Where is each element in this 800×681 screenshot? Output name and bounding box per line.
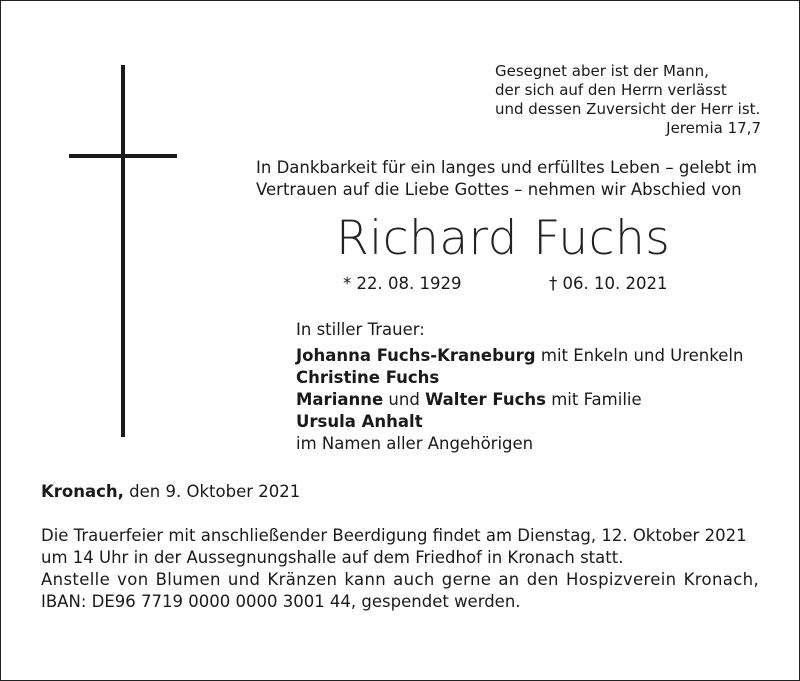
date: den 9. Oktober 2021: [123, 482, 301, 501]
mourner-entry: [296, 345, 743, 367]
announcement: [41, 525, 761, 613]
intro-line: In Dankbarkeit für ein langes und erfülltes Leben – gelebt im: [256, 158, 758, 177]
quote-source: Jeremia 17,7: [666, 119, 761, 137]
mourners-closing: im Namen aller Angehörigen: [296, 434, 534, 453]
quote-line: und dessen Zuversicht der Herr ist.: [495, 100, 761, 118]
birth-date: * 22. 08. 1929: [343, 274, 462, 293]
place: Kronach,: [41, 482, 124, 501]
mourner-note: mit Enkeln und Urenkeln: [535, 346, 744, 365]
mourner-entry: [296, 411, 743, 433]
mourner-name: Johanna Fuchs-Kraneburg: [296, 346, 536, 365]
mourner-name: Walter Fuchs: [425, 390, 546, 409]
bible-quote: [495, 62, 761, 138]
mourner-entry: [296, 389, 743, 411]
cross-icon-bar: [69, 154, 177, 158]
place-date: [41, 482, 300, 501]
announcement-line: Anstelle von Blumen und Kränzen kann auch gerne an den Hospizverein Kronach,: [41, 570, 760, 589]
mourner-name: Christine Fuchs: [296, 368, 440, 387]
announcement-line: IBAN: DE96 7719 0000 0000 3001 44, gespendet werden.: [41, 592, 521, 611]
quote-line: der sich auf den Herrn verlässt: [495, 81, 727, 99]
mourner-note: mit Familie: [545, 390, 642, 409]
mourner-name: Marianne: [296, 390, 384, 409]
announcement-line: um 14 Uhr in der Aussegnungshalle auf dem Friedhof in Kronach statt.: [41, 548, 624, 567]
mourner-name: Ursula Anhalt: [296, 412, 423, 431]
mourners-list: [296, 319, 743, 455]
quote-line: Gesegnet aber ist der Mann,: [495, 62, 709, 80]
deceased-name: Richard Fuchs: [336, 211, 671, 266]
mourner-conjunction: und: [383, 390, 426, 409]
mourner-entry: [296, 367, 743, 389]
announcement-line: Die Trauerfeier mit anschließender Beerdigung findet am Dienstag, 12. Oktober 2021: [41, 526, 747, 545]
cross-icon: [121, 65, 125, 437]
intro-line: Vertrauen auf die Liebe Gottes – nehmen wir Abschied von: [256, 180, 742, 199]
intro-text: [256, 157, 757, 201]
death-date: † 06. 10. 2021: [549, 274, 668, 293]
mourners-heading: In stiller Trauer:: [296, 320, 425, 339]
